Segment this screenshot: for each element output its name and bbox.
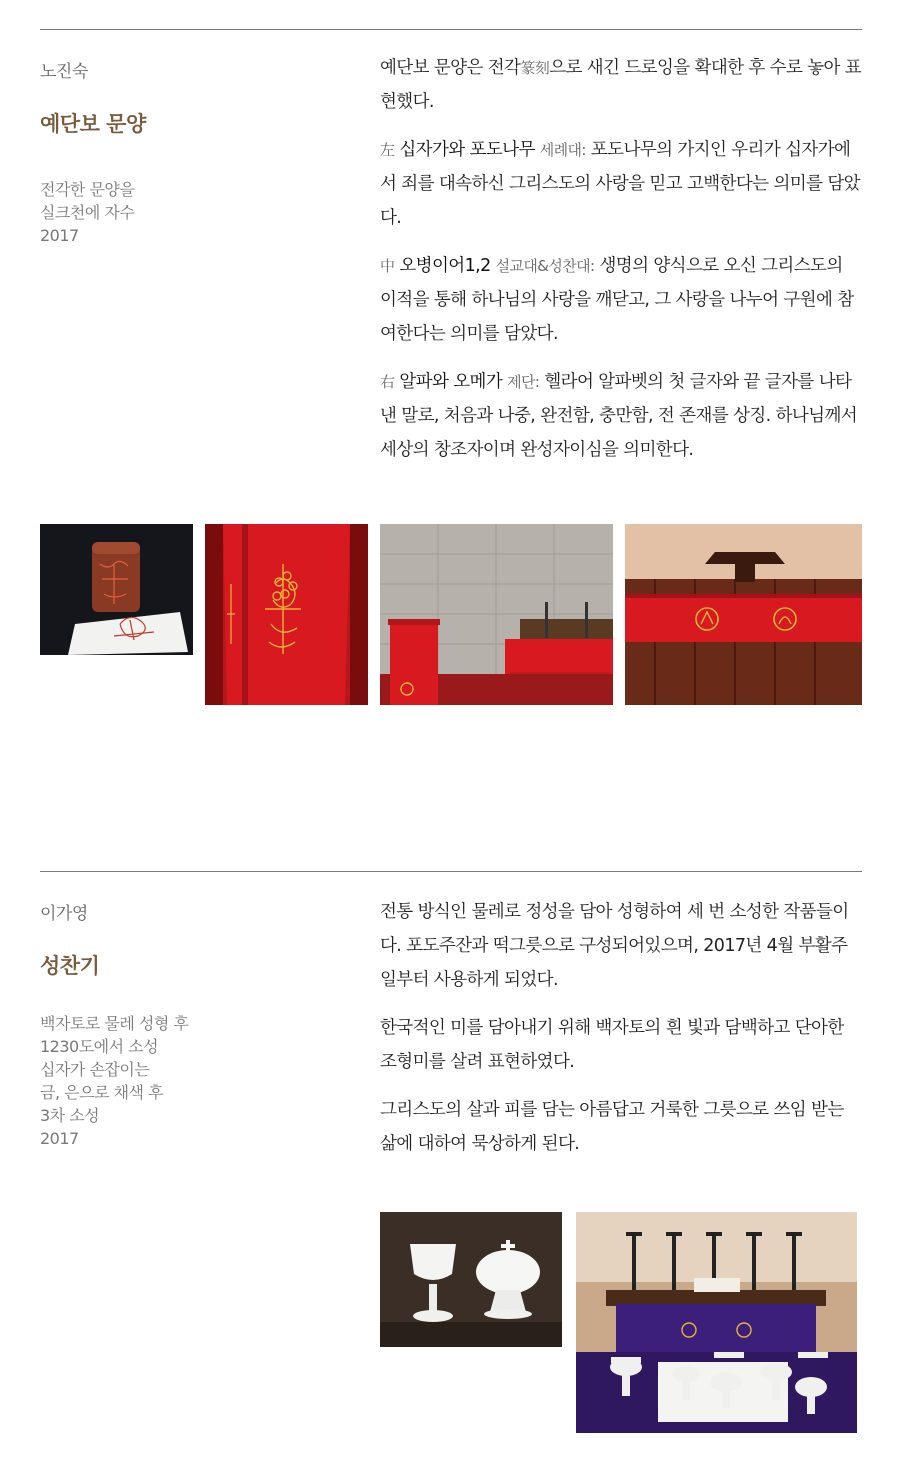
motif-name: 알파와 오메가 (399, 372, 503, 392)
artist-name: 노진숙 (40, 62, 88, 82)
work-title: 예단보 문양 (40, 112, 146, 136)
description-paragraph: 전통 방식인 물레로 정성을 담아 성형하여 세 번 소성한 작품들이다. 포도주잔과 떡그릇으로 구성되어있으며, 2017년 4월 부활주일부터 사용하게 되었다. (380, 902, 849, 990)
work-description (380, 51, 862, 481)
work-description (380, 895, 862, 1175)
work-meta (40, 1012, 340, 1150)
intro-text: 으로 새긴 드로잉을 확대한 후 수로 놓아 표현했다. (380, 58, 862, 112)
description-paragraph: 한국적인 미를 담아내기 위해 백자토의 흰 빛과 담백하고 단아한 조형미를 살려 표현하였다. (380, 1018, 844, 1072)
motif-description: 헬라어 알파벳의 첫 글자와 끝 글자를 나타낸 말로, 처음과 나중, 완전함, 충만함, 전 존재를 상징. 하나님께서 세상의 창조자이며 완성자이심을 의미한다. (380, 372, 858, 460)
item-paragraph (380, 365, 862, 467)
meta-line: 1230도에서 소성 (40, 1037, 159, 1056)
meta-line: 3차 소성 (40, 1106, 100, 1125)
position-mark: 右 (380, 373, 395, 391)
work-info (40, 57, 340, 247)
description-paragraph: 그리스도의 살과 피를 담는 아름답고 거룩한 그릇으로 쓰임 받는 삶에 대하여 묵상하게 된다. (380, 1100, 844, 1154)
pulpit-photo (380, 524, 613, 705)
work-title: 성찬기 (40, 954, 100, 978)
placement-label: 세례대: (539, 141, 586, 159)
artist-name: 이가영 (40, 904, 88, 924)
hanja-term: 篆刻 (520, 59, 550, 77)
meta-line: 실크천에 자수 (40, 203, 135, 222)
motif-description: 생명의 양식으로 오신 그리스도의 이적을 통해 하나님의 사랑을 깨닫고, 그 사랑을 나누어 구원에 참여한다는 의미를 담았다. (380, 256, 854, 344)
motif-name: 십자가와 포도나무 (399, 140, 535, 160)
seal-stamp-photo (40, 524, 193, 655)
meta-line: 금, 은으로 채색 후 (40, 1083, 164, 1102)
meta-line: 2017 (40, 226, 79, 245)
meta-line: 전각한 문양을 (40, 180, 135, 199)
communion-table-photo (576, 1212, 857, 1433)
motif-description: 포도나무의 가지인 우리가 십자가에서 죄를 대속하신 그리스도의 사랑을 믿고 고백한다는 의미를 담았다. (380, 140, 860, 228)
altar-photo (625, 524, 862, 705)
item-paragraph (380, 133, 862, 235)
section-divider (40, 29, 862, 30)
meta-line: 2017 (40, 1129, 79, 1148)
placement-label: 설교대&성찬대: (495, 257, 595, 275)
chalice-paten-photo (380, 1212, 562, 1347)
vine-cloth-photo (205, 524, 368, 705)
work-info (40, 899, 340, 1150)
meta-line: 백자토로 물레 성형 후 (40, 1014, 189, 1033)
meta-line: 십자가 손잡이는 (40, 1060, 150, 1079)
item-paragraph (380, 249, 862, 351)
section-divider (40, 871, 862, 872)
intro-text: 예단보 문양은 전각 (380, 58, 521, 78)
motif-name: 오병이어1,2 (399, 256, 491, 276)
intro-paragraph (380, 51, 862, 119)
position-mark: 左 (380, 141, 395, 159)
position-mark: 中 (380, 257, 395, 275)
placement-label: 제단: (507, 373, 540, 391)
work-meta (40, 178, 340, 247)
